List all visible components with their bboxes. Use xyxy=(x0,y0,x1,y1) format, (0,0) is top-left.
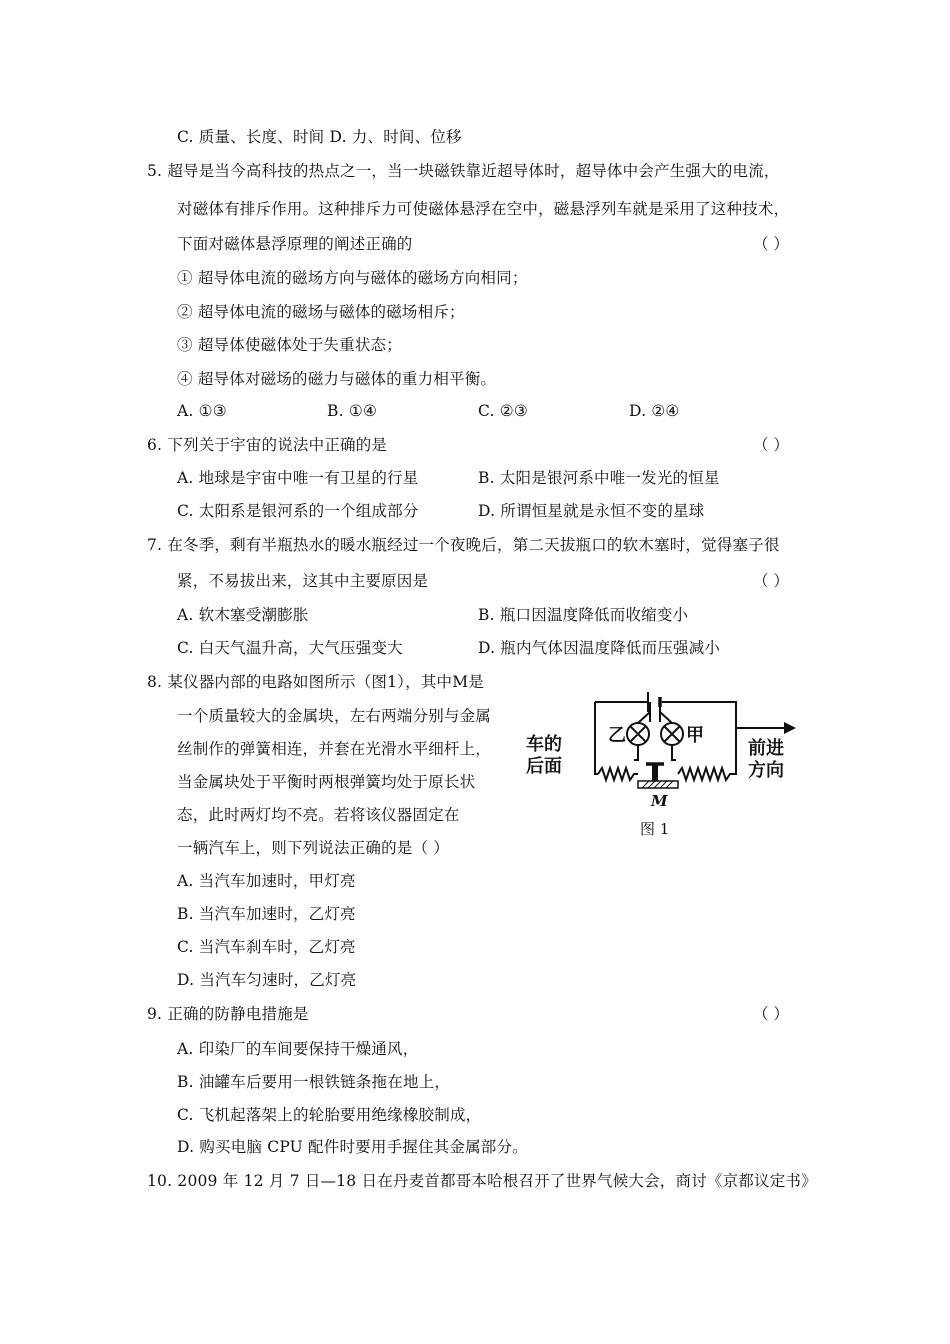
q6-stem: 6. 下列关于宇宙的说法中正确的是 xyxy=(147,436,388,454)
q8-stem: 8. 某仪器内部的电路如图所示（图1），其中M是 xyxy=(147,673,484,691)
figure-label-forward: 前进 xyxy=(748,738,784,759)
q7-stem: 7. 在冬季，剩有半瓶热水的暖水瓶经过一个夜晚后，第二天拔瓶口的软木塞时，觉得塞子很 xyxy=(147,536,780,554)
q8-stem-cont: 丝制作的弹簧相连，并套在光滑水平细杆上， xyxy=(177,740,492,758)
q6-option-c: C. 太阳系是银河系的一个组成部分 xyxy=(177,502,419,520)
q5-stem: 5. 超导是当今高科技的热点之一，当一块磁铁靠近超导体时，超导体中会产生强大的电流， xyxy=(147,162,780,180)
figure-caption: 图 1 xyxy=(640,820,670,838)
q9-option-a: A. 印染厂的车间要保持干燥通风， xyxy=(177,1040,419,1058)
figure-label-forward: 方向 xyxy=(748,760,784,781)
q6-option-b: B. 太阳是银河系中唯一发光的恒星 xyxy=(478,469,720,487)
q8-stem-cont: 态，此时两灯均不亮。若将该仪器固定在 xyxy=(177,806,460,824)
q9-option-b: B. 油罐车后要用一根铁链条拖在地上， xyxy=(177,1073,451,1091)
q8-option-a: A. 当汽车加速时，甲灯亮 xyxy=(177,872,356,890)
q8-stem-cont: 一辆汽车上，则下列说法正确的是（ ） xyxy=(177,839,450,857)
q7-answer-bracket: （ ） xyxy=(753,572,789,590)
q8-option-c: C. 当汽车刹车时，乙灯亮 xyxy=(177,938,356,956)
q7-option-a: A. 软木塞受潮膨胀 xyxy=(177,606,309,624)
q9-option-c: C. 飞机起落架上的轮胎要用绝缘橡胶制成， xyxy=(177,1106,482,1124)
q4-options: C. 质量、长度、时间 D. 力、时间、位移 xyxy=(177,128,462,146)
q5-statement: ④ 超导体对磁场的磁力与磁体的重力相平衡。 xyxy=(177,370,497,388)
q8-option-b: B. 当汽车加速时，乙灯亮 xyxy=(177,905,356,923)
q9-answer-bracket: （ ） xyxy=(753,1005,789,1023)
q7-option-c: C. 白天气温升高，大气压强变大 xyxy=(177,639,403,657)
q5-option-c: C. ②③ xyxy=(478,402,528,420)
q5-option-a: A. ①③ xyxy=(177,402,227,420)
q8-option-d: D. 当汽车匀速时，乙灯亮 xyxy=(177,971,357,989)
figure-label-rear: 车的 xyxy=(526,734,562,755)
q8-stem-cont: 当金属块处于平衡时两根弹簧均处于原长状 xyxy=(177,773,476,791)
q6-option-d: D. 所谓恒星就是永恒不变的星球 xyxy=(478,502,705,520)
q7-stem-cont: 紧，不易拔出来，这其中主要原因是 xyxy=(177,572,429,590)
q5-option-b: B. ①④ xyxy=(327,402,378,420)
q5-statement: ③ 超导体使磁体处于失重状态； xyxy=(177,336,402,354)
q5-statement: ② 超导体电流的磁场与磁体的磁场相斥； xyxy=(177,303,465,321)
q9-option-d: D. 购买电脑 CPU 配件时要用手握住其金属部分。 xyxy=(177,1138,528,1156)
q5-option-d: D. ②④ xyxy=(629,402,680,420)
circuit-figure xyxy=(500,688,800,848)
q8-stem-cont: 一个质量较大的金属块，左右两端分别与金属 xyxy=(177,707,492,725)
q9-stem: 9. 正确的防静电措施是 xyxy=(147,1005,309,1023)
q5-answer-bracket: （ ） xyxy=(753,235,789,253)
q5-statement: ① 超导体电流的磁场方向与磁体的磁场方向相同； xyxy=(177,269,528,287)
q10-stem: 10. 2009 年 12 月 7 日—18 日在丹麦首都哥本哈根召开了世界气候大会，商讨《京都议定书》 xyxy=(147,1172,817,1190)
q6-option-a: A. 地球是宇宙中唯一有卫星的行星 xyxy=(177,469,419,487)
lamp-label-yi: 乙 xyxy=(608,725,626,746)
q5-stem-cont: 对磁体有排斥作用。这种排斥力可使磁体悬浮在空中，磁悬浮列车就是采用了这种技术， xyxy=(177,200,790,218)
q5-stem-cont: 下面对磁体悬浮原理的阐述正确的 xyxy=(177,235,413,253)
q7-option-d: D. 瓶内气体因温度降低而压强减小 xyxy=(478,639,721,657)
mass-label: M xyxy=(651,792,668,810)
q7-option-b: B. 瓶口因温度降低而收缩变小 xyxy=(478,606,689,624)
figure-label-rear: 后面 xyxy=(526,756,562,777)
lamp-label-jia: 甲 xyxy=(686,725,704,746)
q6-answer-bracket: （ ） xyxy=(753,436,789,454)
